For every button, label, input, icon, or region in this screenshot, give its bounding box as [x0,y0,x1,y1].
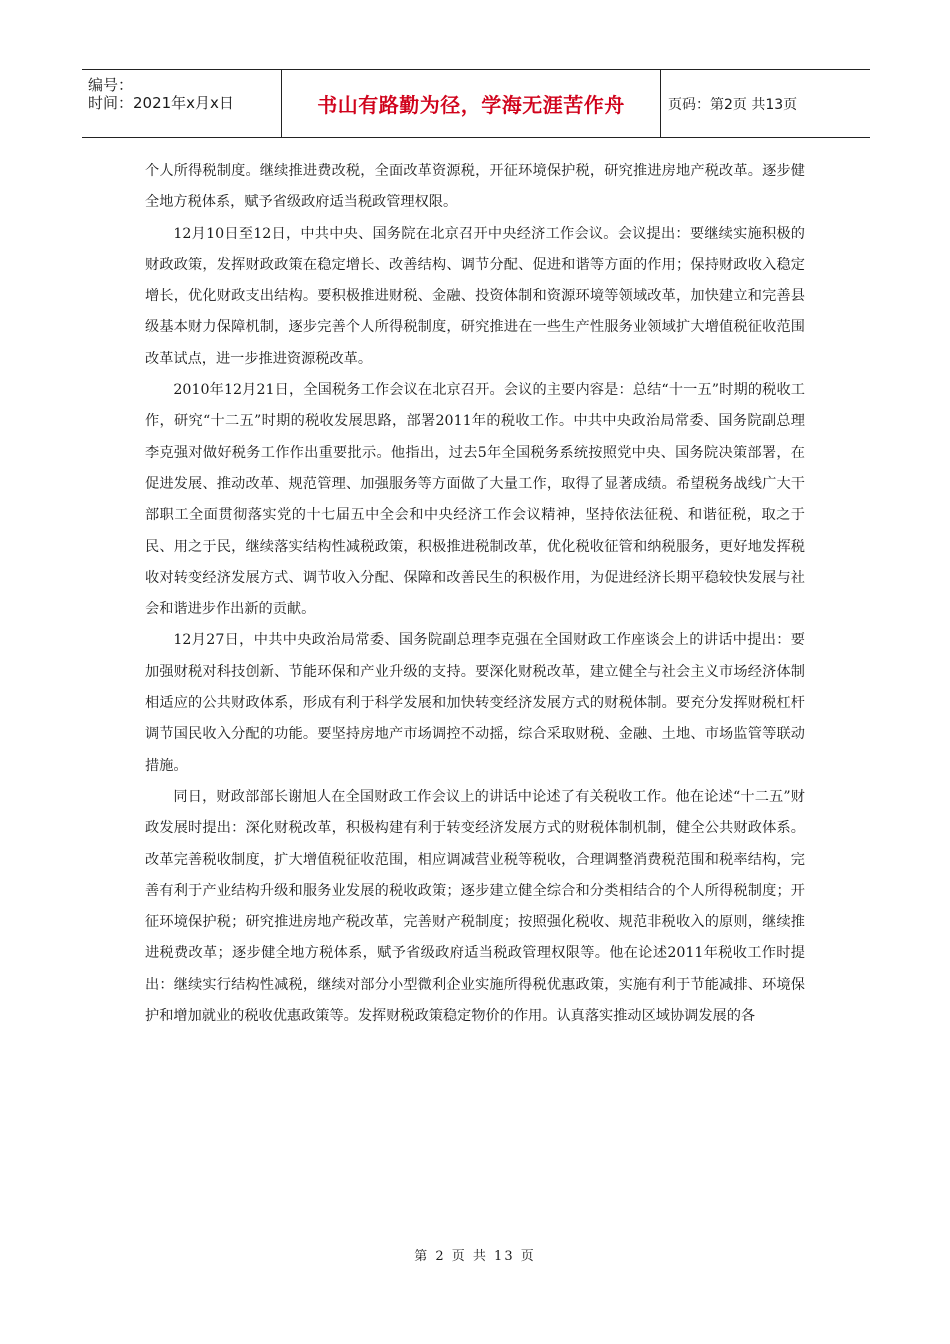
time-label: 时间：2021年x月x日 [88,94,234,112]
paragraph: 同日，财政部部长谢旭人在全国财政工作会议上的讲话中论述了有关税收工作。他在论述“十二五”财政发展时提出：深化财税改革，积极构建有利于转变经济发展方式的财税体制机制，健全公共财政体系。改革完善税收制度，扩大增值税征收范围，相应调减营业税等税收，合理调整消费税范围和税率结构，完善有利于产业结构升级和服务业发展的税收政策；逐步建立健全综合和分类相结合的个人所得税制度；开征环境保护税；研究推进房地产税改革，完善财产税制度；按照强化税收、规范非税收入的原则，继续推进税费改革；逐步健全地方税体系，赋予省级政府适当税政管理权限等。他在论述2011年税收工作时提出：继续实行结构性减税，继续对部分小型微利企业实施所得税优惠政策，实施有利于节能减排、环境保护和增加就业的税收优惠政策等。发挥财税政策稳定物价的作用。认真落实推动区域协调发展的各 [145,788,805,1025]
header-page-cell [661,70,870,137]
document-header [82,69,870,138]
document-body [145,156,805,1032]
paragraph: 个人所得税制度。继续推进费改税，全面改革资源税，开征环境保护税，研究推进房地产税改革。逐步健全地方税体系，赋予省级政府适当税政管理权限。 [145,163,805,211]
page-footer: 第 2 页 共 13 页 [414,1249,536,1264]
number-label: 编号： [88,76,134,94]
paragraph: 12月27日，中共中央政治局常委、国务院副总理李克强在全国财政工作座谈会上的讲话中提出：要加强财税对科技创新、节能环保和产业升级的支持。要深化财税改革，建立健全与社会主义市场经济体制相适应的公共财政体系，形成有利于科学发展和加快转变经济发展方式的财税体制。要充分发挥财税杠杆调节国民收入分配的功能。要坚持房地产市场调控不动摇，综合采取财税、金融、土地、市场监管等联动措施。 [145,632,805,774]
paragraph: 12月10日至12日，中共中央、国务院在北京召开中央经济工作会议。会议提出：要继续实施积极的财政政策，发挥财政政策在稳定增长、改善结构、调节分配、促进和谐等方面的作用；保持财政收入稳定增长，优化财政支出结构。要积极推进财税、金融、投资体制和资源环境等领域改革，加快建立和完善县级基本财力保障机制，逐步完善个人所得税制度，研究推进在一些生产性服务业领域扩大增值税征收范围改革试点，进一步推进资源税改革。 [145,225,805,367]
header-page-info: 页码：第2页 共13页 [668,96,798,113]
paragraph: 2010年12月21日，全国税务工作会议在北京召开。会议的主要内容是：总结“十一五”时期的税收工作，研究“十二五”时期的税收发展思路，部署2011年的税收工作。中共中央政治局常委、国务院副总理李克强对做好税务工作作出重要批示。他指出，过去5年全国税务系统按照党中央、国务院决策部署，在促进发展、推动改革、规范管理、加强服务等方面做了大量工作，取得了显著成绩。希望税务战线广大干部职工全面贯彻落实党的十七届五中全会和中央经济工作会议精神，坚持依法征税、和谐征税，取之于民、用之于民，继续落实结构性减税政策，积极推进税制改革，优化税收征管和纳税服务，更好地发挥税收对转变经济发展方式、调节收入分配、保障和改善民生的积极作用，为促进经济长期平稳较快发展与社会和谐进步作出新的贡献。 [145,382,805,618]
header-meta-cell [82,70,282,137]
header-motto: 书山有路勤为径，学海无涯苦作舟 [282,70,661,137]
